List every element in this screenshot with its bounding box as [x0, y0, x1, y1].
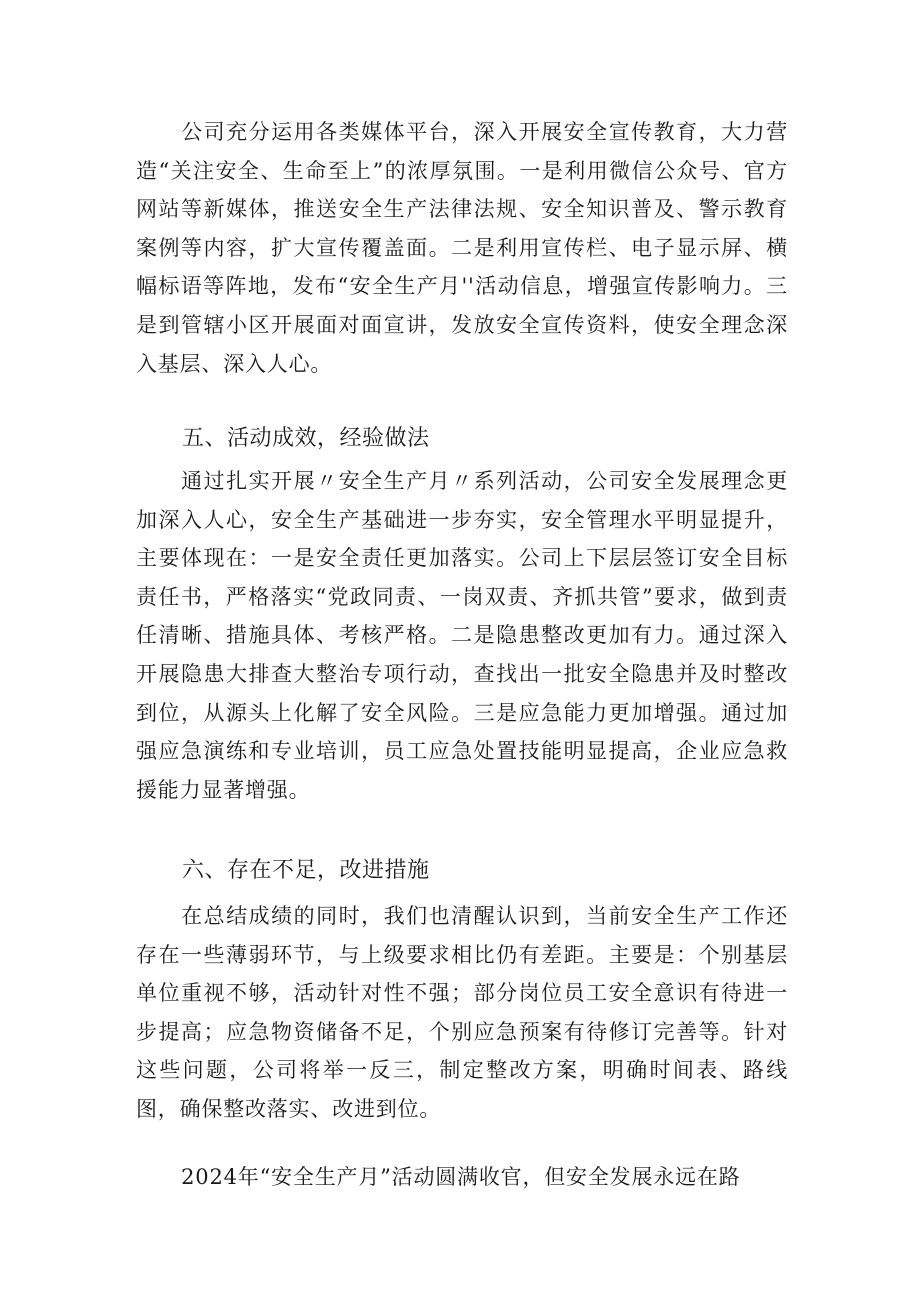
- paragraph-text: 在总结成绩的同时，我们也清醒认识到，当前安全生产工作还存在一些薄弱环节，与上级要求相比仍有差距。主要是：个别基层单位重视不够，活动针对性不强；部分岗位员工安全意识有待进一步提高；应急物资储备不足，个别应急预案有待修订完善等。针对这些问题，公司将举一反三，制定整改方案，明确时间表、路线图，确保整改落实、改进到位。: [136, 904, 788, 1121]
- paragraph-text: 通过扎实开展〃安全生产月〃系列活动，公司安全发展理念更加深入人心，安全生产基础进一步夯实，安全管理水平明显提升，主要体现在：一是安全责任更加落实。公司上下层层签订安全目标责任书，严格落实“党政同责、一岗双责、齐抓共管”要求，做到责任清晰、措施具体、考核严格。二是隐患整改更加有力。通过深入开展隐患大排查大整治专项行动，查找出一批安全隐患并及时整改到位，从源头上化解了安全风险。三是应急能力更加增强。通过加强应急演练和专业培训，员工应急处置技能明显提高，企业应急救援能力显著增强。: [136, 469, 788, 802]
- paragraph-media-promotion: [136, 113, 788, 383]
- paragraph-results: [136, 462, 788, 809]
- paragraph-conclusion: [136, 1158, 788, 1197]
- paragraph-text: 公司充分运用各类媒体平台，深入开展安全宣传教育，大力营造“关注安全、生命至上”的浓厚氛围。一是利用微信公众号、官方网站等新媒体，推送安全生产法律法规、安全知识普及、警示教育案例等内容，扩大宣传覆盖面。二是利用宣传栏、电子显示屏、横幅标语等阵地，发布“安全生产月''活动信息，增强宣传影响力。三是到管辖小区开展面对面宣讲，发放安全宣传资料，使安全理念深入基层、深入人心。: [136, 120, 788, 376]
- section-heading-shortcomings: 六、存在不足，改进措施: [182, 858, 430, 883]
- paragraph-shortcomings: [136, 897, 788, 1129]
- paragraph-text: 2024年“安全生产月”活动圆满收官，但安全发展永远在路: [181, 1165, 741, 1189]
- section-heading-results: 五、活动成效，经验做法: [182, 426, 430, 451]
